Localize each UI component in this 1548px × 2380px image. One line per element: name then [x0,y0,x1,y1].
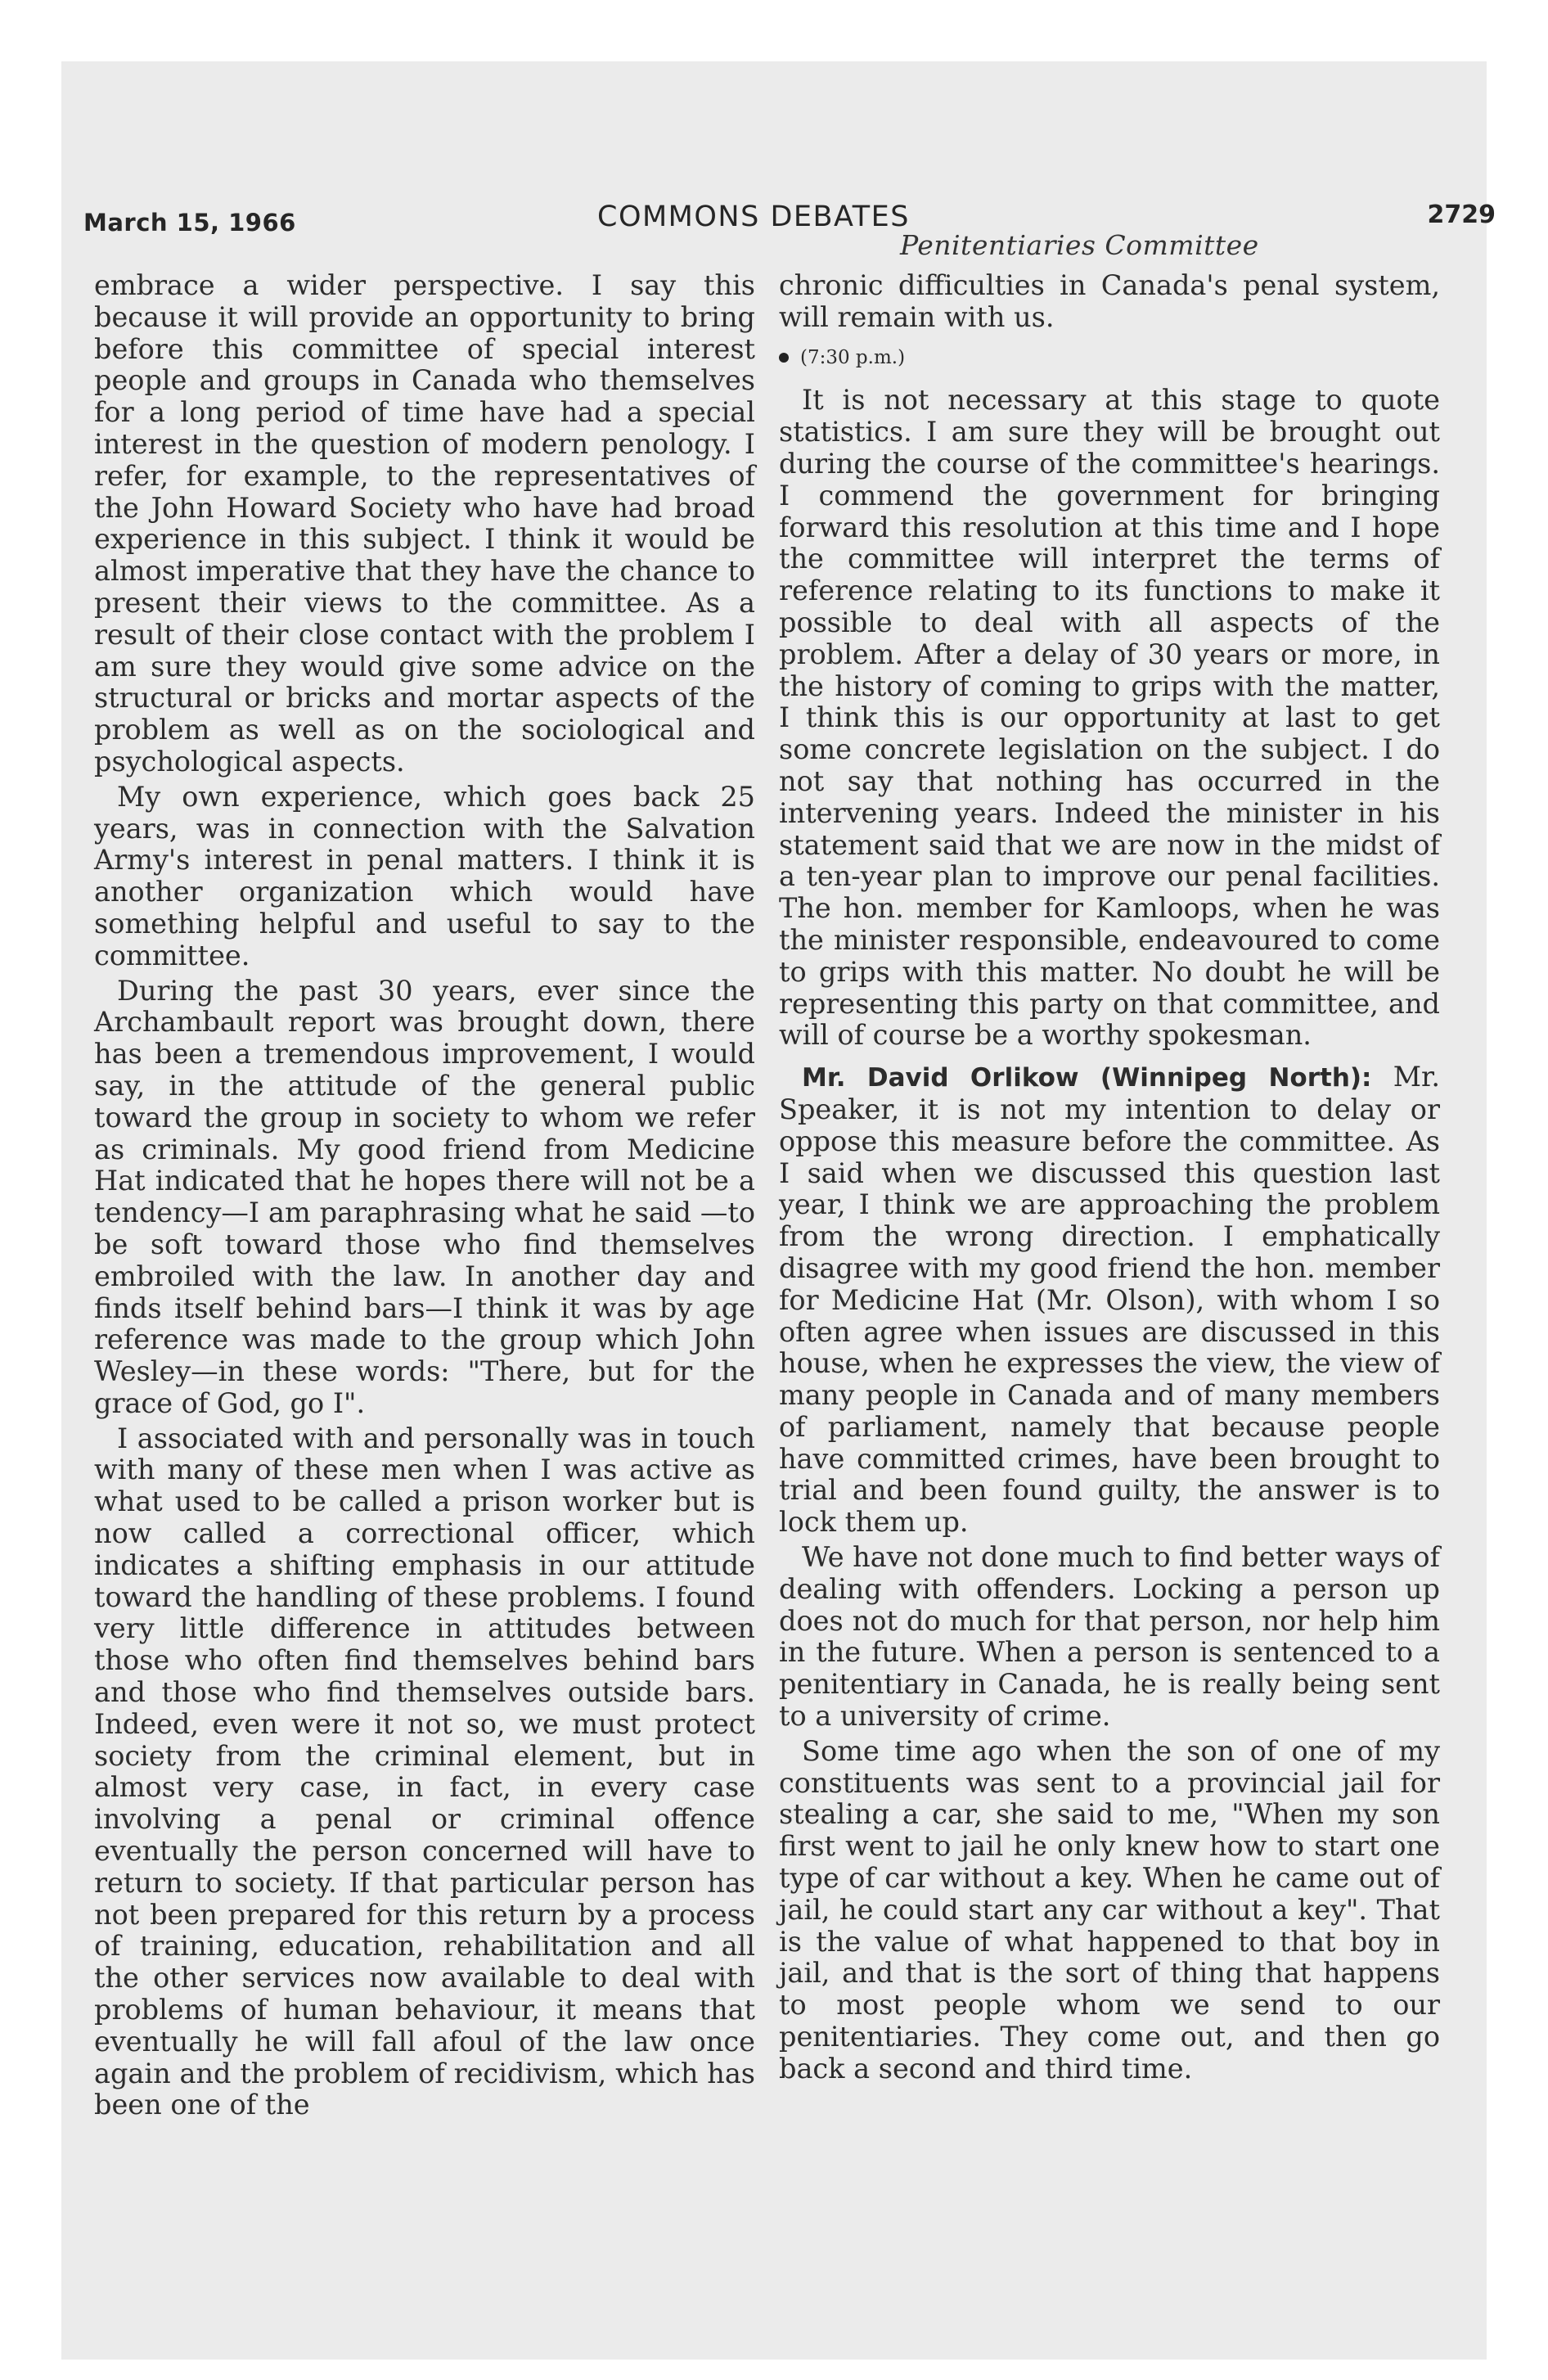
running-head: Penitentiaries Committee [900,229,1259,261]
left-column [94,270,755,2121]
header-title: COMMONS DEBATES [597,201,910,233]
paragraph: chronic difficulties in Canada's penal system, will remain with us. [779,269,1440,333]
paragraph: Some time ago when the son of one of my constituents was sent to a provincial jail for stealing a car, she said to me, "When my son first went to jail he only knew how to start one type of car without a key. When he came out of jail, he could start any car without a key". That is the value of what happened to that boy in jail, and that is the sort of thing that happens to most people whom we send to our penitentiaries. They come out, and then go back a second and third time. [779,1734,1440,2085]
right-column [779,270,1440,2085]
speaker-name: Mr. David Orlikow (Winnipeg North): [802,1063,1372,1093]
paragraph: We have not done much to find better ways of dealing with offenders. Locking a person up does not do much for that person, nor help him in the future. When a person is sentenced to a penitentiary in Canada, he is really being sent to a university of crime. [779,1541,1440,1733]
speaker-paragraph [779,1062,1440,1539]
time-marker-text: (7:30 p.m.) [800,346,906,368]
speaker-text: Mr. Speaker, it is not my intention to delay or oppose this measure before the committee. As I said when we discussed this question last year, I think we are approaching the problem from the wrong direction. I emphatically disagree with my good friend the hon. member for Medicine Hat (Mr. Olson), with whom I so often agree when issues are discussed in this house, when he expresses the view, the view of many people in Canada and of many members of parliament, namely that because people have committed crimes, have been brought to trial and been found guilty, the answer is to lock them up. [779,1061,1441,1539]
paragraph: During the past 30 years, ever since the Archambault report was brought down, there has been a tremendous improvement, I would say, in the attitude of the general public toward the group in society to whom we refer as criminals. My good friend from Medicine Hat indicated that he hopes there will not be a tendency—I am paraphrasing what he said —to be soft toward those who find themselves embroiled with the law. In another day and finds itself behind bars—I think it was by age reference was made to the group which John Wesley—in these words: "There, but for the grace of God, go I". [94,974,755,1419]
paragraph: I associated with and personally was in touch with many of these men when I was active as what used to be called a prison worker but is now called a correctional officer, which indicates a shifting emphasis in our attitude toward the handling of these problems. I found very little difference in attitudes between those who often find themselves behind bars and those who find themselves outside bars. Indeed, even were it not so, we must protect society from the criminal element, but in almost very case, in fact, in every case involving a penal or criminal offence eventually the person concerned will have to return to society. If that particular person has not been prepared for this return by a process of training, education, rehabilitation and all the other services now available to deal with problems of human behaviour, it means that eventually he will fall afoul of the law once again and the problem of recidivism, which has been one of the [94,1422,755,2121]
paragraph: My own experience, which goes back 25 years, was in connection with the Salvation Army's interest in penal matters. I think it is another organization which would have something helpful and useful to say to the committee. [94,780,755,971]
page-header [83,201,1496,250]
paragraph: It is not necessary at this stage to quote statistics. I am sure they will be brought out during the course of the committee's hearings. I commend the government for bringing forward this resolution at this time and I hope the committee will interpret the terms of reference relating to its functions to make it possible to deal with all aspects of the problem. After a delay of 30 years or more, in the history of coming to grips with the matter, I think this is our opportunity at last to get some concrete legislation on the subject. I do not say that nothing has occurred in the intervening years. Indeed the minister in his statement said that we are now in the midst of a ten-year plan to improve our penal facilities. The hon. member for Kamloops, when he was the minister responsible, endeavoured to come to grips with this matter. No doubt he will be representing this party on that committee, and will of course be a worthy spokesman. [779,384,1440,1052]
header-date: March 15, 1966 [83,209,296,237]
time-marker [779,342,1440,374]
paragraph: embrace a wider perspective. I say this because it will provide an opportunity to bring before this committee of special interest people and groups in Canada who themselves for a long period of time have had a special interest in the question of modern penology. I refer, for example, to the representatives of the John Howard Society who have had broad experience in this subject. I think it would be almost imperative that they have the chance to present their views to the committee. As a result of their close contact with the problem I am sure they would give some advice on the structural or bricks and mortar aspects of the problem as well as on the sociological and psychological aspects. [94,269,755,778]
bullet-icon [779,353,789,363]
page-number: 2729 [1427,201,1496,229]
